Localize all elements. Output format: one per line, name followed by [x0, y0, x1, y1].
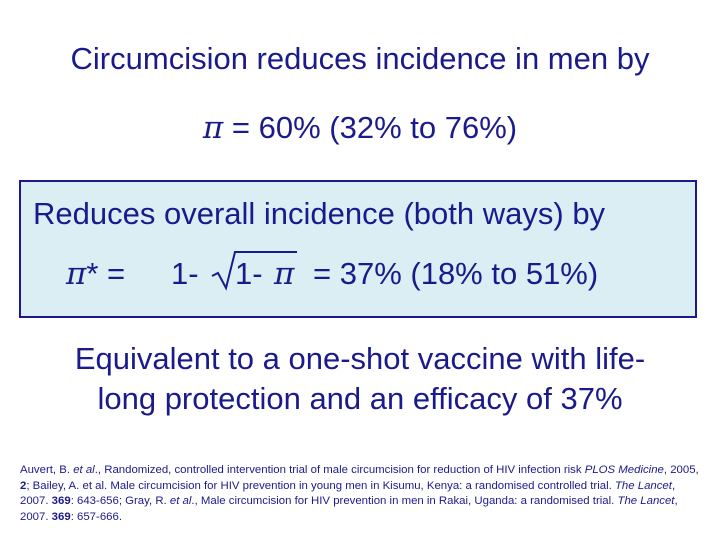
ref-text: : 643-656; Gray, R.	[70, 495, 170, 507]
ref-italic: et al	[169, 495, 192, 507]
ref-text: : 657-666.	[70, 510, 122, 523]
overall-incidence-text: Reduces overall incidence (both ways) by	[33, 196, 606, 231]
ref-text: ., Randomized, controlled intervention trial of male circumcision for reduction of HIV infection risk	[94, 464, 585, 476]
formula-one-minus: 1-	[171, 256, 199, 291]
formula-pi: π	[274, 256, 295, 292]
ref-text: , 2007.	[20, 479, 676, 507]
ref-bold: 2	[20, 479, 27, 492]
headline-text: Circumcision reduces incidence in men by	[70, 41, 650, 76]
ref-italic: The Lancet	[617, 495, 675, 507]
headline-line-1	[0, 41, 720, 77]
pi-symbol: π	[202, 110, 224, 146]
ref-text: Auvert, B.	[20, 464, 74, 476]
formula-inner-one-minus: 1-	[235, 256, 263, 291]
headline-line-2	[0, 110, 720, 146]
overall-reduction-value: = 37% (18% to 51%)	[313, 256, 599, 291]
equivalent-line-1: Equivalent to a one-shot vaccine with life-	[74, 341, 646, 376]
equivalent-statement	[0, 339, 720, 419]
ref-italic: PLOS Medicine	[584, 464, 664, 476]
pi-star-symbol: π	[66, 256, 87, 292]
ref-text: , 2005,	[663, 464, 699, 476]
equivalent-line-2: long protection and an efficacy of 37%	[97, 381, 623, 416]
pi-star-equals: * =	[86, 256, 126, 291]
references	[20, 463, 704, 525]
ref-text: ; Bailey, A. et al. Male circumcision for HIV prevention in young men in Kisumu, Kenya: a randomised controlled trial.	[26, 479, 615, 492]
ref-italic: The Lancet	[614, 479, 672, 492]
pi-star-label	[66, 256, 125, 292]
ref-text: ., Male circumcision for HIV prevention in men in Rakai, Uganda: a randomised trial.	[191, 495, 618, 507]
ref-italic: et al	[73, 464, 95, 476]
ref-text: , 2007.	[20, 495, 678, 523]
ref-bold: 369	[51, 510, 71, 523]
highlight-box	[19, 180, 697, 318]
ref-bold: 369	[51, 495, 71, 507]
reduction-value: = 60% (32% to 76%)	[223, 110, 518, 145]
